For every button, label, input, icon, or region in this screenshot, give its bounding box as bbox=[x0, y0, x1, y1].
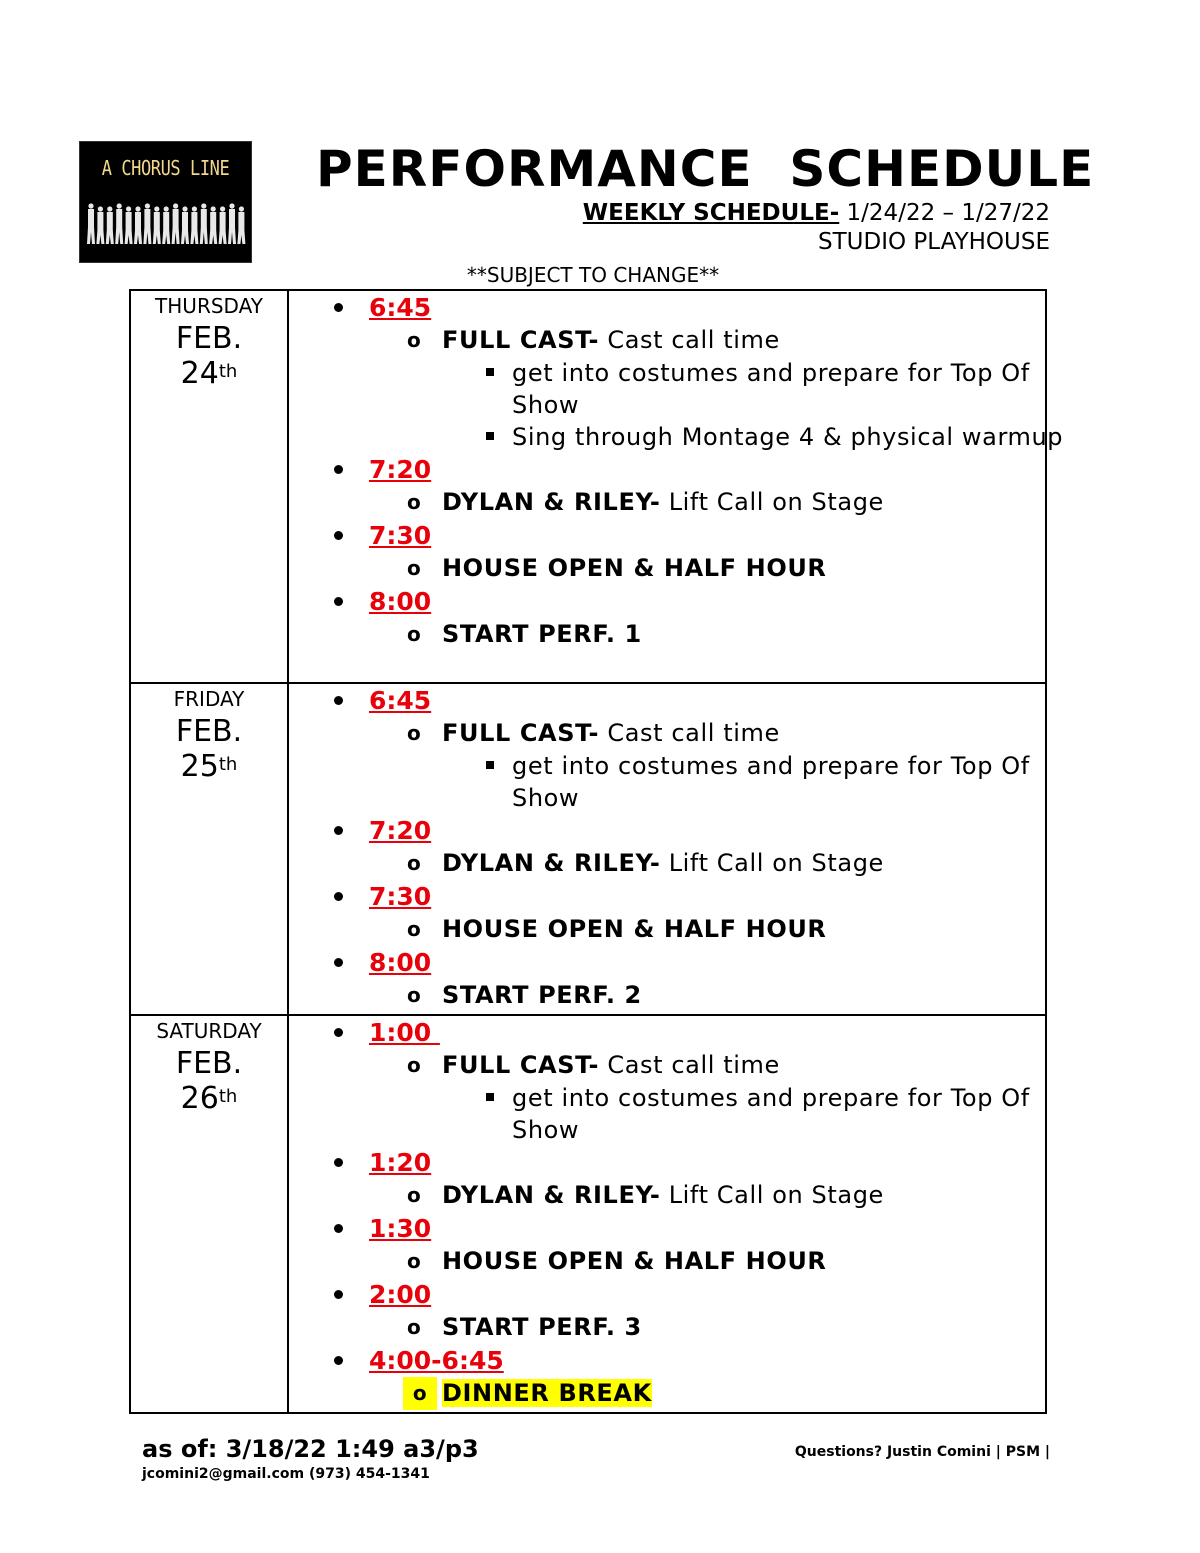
event-label: START PERF. 2 bbox=[442, 981, 642, 1009]
day-number: 24th bbox=[180, 356, 238, 391]
event-item bbox=[289, 1146, 1045, 1212]
circle-bullet-icon: o bbox=[407, 917, 422, 941]
event-item bbox=[289, 453, 1045, 519]
week-range: 1/24/22 – 1/27/22 bbox=[839, 200, 1050, 226]
as-of-timestamp: as of: 3/18/22 1:49 a3/p3 bbox=[142, 1435, 479, 1463]
event-description: Lift Call on Stage bbox=[660, 1181, 884, 1209]
logo-text: A CHORUS LINE bbox=[101, 156, 230, 180]
task-list bbox=[442, 750, 1045, 814]
event-list bbox=[289, 1016, 1045, 1412]
event-item bbox=[289, 1212, 1045, 1278]
day-cell bbox=[130, 290, 288, 683]
event-detail-list bbox=[369, 324, 1064, 453]
event-time: 1:20 bbox=[369, 1148, 432, 1177]
event-detail bbox=[369, 979, 1045, 1012]
task-text: get into costumes and prepare for Top Of Show bbox=[512, 1084, 1030, 1144]
event-item bbox=[289, 946, 1045, 1012]
subject-to-change-note: **SUBJECT TO CHANGE** bbox=[466, 263, 720, 287]
event-label: FULL CAST- bbox=[442, 326, 600, 354]
event-description: Lift Call on Stage bbox=[660, 488, 884, 516]
event-item bbox=[289, 519, 1045, 585]
task-list bbox=[442, 357, 1064, 453]
month-label: FEB. bbox=[175, 714, 243, 749]
events-cell bbox=[288, 683, 1046, 1015]
month-label: FEB. bbox=[175, 321, 243, 356]
square-bullet-icon bbox=[486, 432, 494, 440]
event-item bbox=[289, 684, 1045, 814]
event-label: HOUSE OPEN & HALF HOUR bbox=[442, 554, 827, 582]
event-detail bbox=[369, 1049, 1045, 1146]
bullet-icon bbox=[334, 597, 343, 606]
event-label: DYLAN & RILEY- bbox=[442, 1181, 661, 1209]
task-item bbox=[442, 357, 1072, 421]
task-list bbox=[442, 1082, 1045, 1146]
event-detail bbox=[369, 1377, 1045, 1410]
bullet-icon bbox=[334, 892, 343, 901]
event-detail-list bbox=[369, 552, 1045, 585]
bullet-icon bbox=[334, 1290, 343, 1299]
event-description: Cast call time bbox=[599, 1051, 780, 1079]
event-item bbox=[289, 1016, 1045, 1146]
event-time: 7:20 bbox=[369, 455, 432, 484]
day-row bbox=[130, 290, 1046, 683]
event-label: FULL CAST- bbox=[442, 1051, 600, 1079]
event-detail bbox=[369, 847, 1045, 880]
event-time: 8:00 bbox=[369, 948, 432, 977]
event-detail bbox=[369, 618, 1045, 651]
event-detail bbox=[369, 552, 1045, 585]
bullet-icon bbox=[334, 1224, 343, 1233]
circle-bullet-icon: o bbox=[407, 556, 422, 580]
month-label: FEB. bbox=[175, 1046, 243, 1081]
event-time: 1:30 bbox=[369, 1214, 432, 1243]
chorus-line-silhouettes-icon bbox=[84, 200, 248, 250]
event-time: 1:00 bbox=[369, 1018, 440, 1047]
circle-bullet-icon: o bbox=[407, 851, 422, 875]
schedule-table bbox=[129, 289, 1064, 1414]
event-detail bbox=[369, 913, 1045, 946]
event-time: 7:30 bbox=[369, 521, 432, 550]
square-bullet-icon bbox=[486, 368, 494, 376]
event-detail-list bbox=[369, 1179, 1045, 1212]
event-detail-list bbox=[369, 1311, 1045, 1344]
task-text: get into costumes and prepare for Top Of Show bbox=[512, 752, 1030, 812]
event-item bbox=[289, 291, 1064, 453]
task-text: Sing through Montage 4 & physical warmup bbox=[512, 423, 1064, 451]
event-item bbox=[289, 880, 1045, 946]
bullet-icon bbox=[334, 1158, 343, 1167]
show-logo bbox=[79, 141, 252, 263]
circle-bullet-icon: o bbox=[407, 1315, 422, 1339]
weekday-name: THURSDAY bbox=[155, 294, 263, 318]
circle-bullet-icon: o bbox=[407, 622, 422, 646]
event-detail bbox=[369, 1311, 1045, 1344]
page-title: PERFORMANCE SCHEDULE bbox=[316, 140, 1095, 198]
questions-contact: Questions? Justin Comini | PSM | bbox=[794, 1444, 1050, 1460]
event-list bbox=[289, 291, 1064, 653]
square-bullet-icon bbox=[486, 1093, 494, 1101]
venue: STUDIO PLAYHOUSE bbox=[818, 229, 1050, 255]
event-detail-list bbox=[369, 486, 1045, 519]
event-time: 7:20 bbox=[369, 816, 432, 845]
bullet-icon bbox=[334, 531, 343, 540]
event-detail bbox=[369, 1245, 1045, 1278]
event-detail bbox=[369, 717, 1045, 814]
event-detail-list bbox=[369, 717, 1045, 814]
day-cell bbox=[130, 683, 288, 1015]
event-detail-list bbox=[369, 979, 1045, 1012]
task-item bbox=[442, 421, 1072, 453]
event-detail-list bbox=[369, 913, 1045, 946]
event-description: Cast call time bbox=[599, 326, 780, 354]
circle-bullet-icon: o bbox=[407, 490, 422, 514]
event-time: 6:45 bbox=[369, 293, 432, 322]
day-row bbox=[130, 683, 1046, 1015]
bullet-icon bbox=[334, 958, 343, 967]
event-detail-list bbox=[369, 1245, 1045, 1278]
weekday-name: SATURDAY bbox=[156, 1019, 262, 1043]
event-detail bbox=[369, 324, 1064, 453]
day-row bbox=[130, 1015, 1046, 1413]
circle-bullet-icon: o bbox=[407, 721, 422, 745]
circle-bullet-icon: o bbox=[407, 1053, 422, 1077]
day-number: 26th bbox=[180, 1081, 238, 1116]
event-detail-list bbox=[369, 1377, 1045, 1410]
event-label: DYLAN & RILEY- bbox=[442, 488, 661, 516]
day-cell bbox=[130, 1015, 288, 1413]
bullet-icon bbox=[334, 465, 343, 474]
event-label: FULL CAST- bbox=[442, 719, 600, 747]
event-detail-list bbox=[369, 618, 1045, 651]
event-item bbox=[289, 814, 1045, 880]
bullet-icon bbox=[334, 1028, 343, 1037]
circle-bullet-icon: o bbox=[407, 328, 422, 352]
task-text: get into costumes and prepare for Top Of Show bbox=[512, 359, 1030, 419]
day-number: 25th bbox=[180, 749, 238, 784]
event-item bbox=[289, 585, 1045, 651]
event-detail-list bbox=[369, 847, 1045, 880]
weekly-schedule-label: WEEKLY SCHEDULE- bbox=[582, 200, 840, 226]
bullet-icon bbox=[334, 696, 343, 705]
events-cell bbox=[288, 290, 1064, 683]
event-time: 4:00-6:45 bbox=[369, 1346, 504, 1375]
event-detail bbox=[369, 1179, 1045, 1212]
contact-info: jcomini2@gmail.com (973) 454-1341 bbox=[142, 1466, 430, 1482]
square-bullet-icon bbox=[486, 761, 494, 769]
event-time: 8:00 bbox=[369, 587, 432, 616]
event-item bbox=[289, 1278, 1045, 1344]
bullet-icon bbox=[334, 1356, 343, 1365]
event-description: Lift Call on Stage bbox=[660, 849, 884, 877]
events-cell bbox=[288, 1015, 1046, 1413]
event-list bbox=[289, 684, 1045, 1014]
event-label: DINNER BREAK bbox=[442, 1379, 652, 1407]
event-time: 2:00 bbox=[369, 1280, 432, 1309]
circle-bullet-icon: o bbox=[407, 983, 422, 1007]
task-item bbox=[442, 1082, 1072, 1146]
circle-bullet-icon: o bbox=[403, 1377, 437, 1410]
weekly-schedule-line bbox=[583, 200, 1050, 226]
bullet-icon bbox=[334, 303, 343, 312]
weekday-name: FRIDAY bbox=[173, 687, 245, 711]
event-detail-list bbox=[369, 1049, 1045, 1146]
circle-bullet-icon: o bbox=[407, 1249, 422, 1273]
event-label: DYLAN & RILEY- bbox=[442, 849, 661, 877]
event-description: Cast call time bbox=[599, 719, 780, 747]
event-time: 6:45 bbox=[369, 686, 432, 715]
event-item bbox=[289, 1344, 1045, 1410]
event-label: HOUSE OPEN & HALF HOUR bbox=[442, 1247, 827, 1275]
event-label: START PERF. 1 bbox=[442, 620, 642, 648]
event-label: START PERF. 3 bbox=[442, 1313, 642, 1341]
event-time: 7:30 bbox=[369, 882, 432, 911]
task-item bbox=[442, 750, 1072, 814]
event-detail bbox=[369, 486, 1045, 519]
event-label: HOUSE OPEN & HALF HOUR bbox=[442, 915, 827, 943]
bullet-icon bbox=[334, 826, 343, 835]
circle-bullet-icon: o bbox=[407, 1183, 422, 1207]
